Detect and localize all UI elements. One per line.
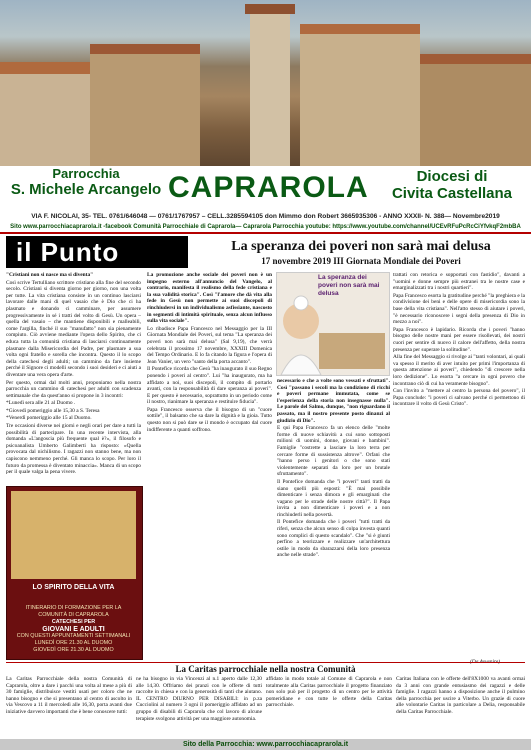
diocese-block bbox=[378, 168, 526, 210]
poster-line: GIOVANI E ADULTI bbox=[42, 626, 105, 633]
paragraph: necessario e che a volte sono vessati e sfruttati". Così "passano i secoli ma la condizione di ricchi e poveri permane immutata, come se l'esperienza della storia non insegnasse nulla". Le parole del Salmo, dunque, "non riguardano il passato, ma il nostro presente posto dinanzi al giudizio di Dio". bbox=[277, 378, 390, 424]
parish-name-block bbox=[6, 166, 166, 210]
article-title: La speranza dei poveri non sarà mai delusa bbox=[231, 239, 491, 254]
paragraph: Il Pontefice domanda che "i poveri" tanti tratti da siano quelli più esposti: "È mai possibile dimenticare i senza dimora e gli emarginati che vagano per le strade delle nostre città?". Il Papa invita a non dimenticare i poveri e a non rinchiuderli nella povertà. bbox=[277, 478, 390, 518]
article-column-2 bbox=[147, 272, 272, 658]
catechesi-heading: "Cristiani non si nasce ma si diventa" bbox=[6, 272, 94, 278]
paragraph: Tre occasioni diverse nei giorni e negli orari per dare a tutti la possibilità di partecipare. In una recente intervista, alla domanda «L'angoscia più frequente qual è?», il filosofo e psicoanalista Umberto Galimberti ha risposto: «Quella provocata dal nichilismo. I ragazzi non stanno bene, ma non capiscono nemmeno perché. Gli manca lo scopo. Per loro il futuro da promessa è diventato minaccia». Manca di un scopo per il quale valga la pena vivere. bbox=[6, 423, 141, 476]
paragraph: Alla fine del Messaggio si rivolge ai "tanti volontari, ai quali va spesso il merito di aver intuito per primi l'importanza di questa attenzione ai poveri", chiedendo "di crescere nella loro dedizione". Lo esorta "a cercare in ogni povero che incontrano ciò di cui ha veramente bisogno". bbox=[393, 354, 525, 387]
paragraph: Papa Francesco osserva che il bisogno di un "cuore sottile", il balsamo che sa dare la dignità e la gioia. Tutto questo non si può dare se il mondo è occupato dal cuore indifferente a quanti soffrono. bbox=[147, 406, 272, 433]
paragraph: Per questo, ormai dal molti anni, proponiamo nella nostra parrocchia un cammino di catechesi per adulti con scadenza settimanale che da quest'anno si propone in 3 incontri: bbox=[6, 379, 141, 399]
caritas-column-3: affidato in modo totale al Comune di Caprarola e non totalmente alla Caritas parrocchiale il progetto finanziato non solo può per il progetto di un centro per le attività pomeridiane e con tutte le offerte della Caritas parrocchiale. bbox=[266, 676, 392, 709]
article-subtitle: 17 novembre 2019 III Giornata Mondiale dei Poveri bbox=[261, 256, 461, 266]
article-column-3 bbox=[277, 378, 390, 658]
pope-box-label: La speranza dei poveri non sarà mai delusa bbox=[318, 274, 380, 297]
site-line: Sito www.parrocchiacaprarola.it -facebook Comunità Parrocchiale di Caprarola— Caprarola Parrocchia youtube: https://www.youtube.com/channel/UCEvRFuPcRcCiYfvkqF2mbBA bbox=[10, 224, 521, 230]
paragraph: Così scrive Tertulliano scrittore cristiano alla fine del secondo secolo. Cristiani si diventa giorno per giorno, non una volta per tutte. La vita cristiana consiste in un continuo lasciarsi lavorare dalle mani di quel vasaio che è Dio che ci ha plasmato e donando ci camminare, per assumere progressivamente in sé i tratti del volto di Gesù. Un opera – quella del vasaio – che mantiene disponibili e malleabili, come l'argilla, finché il suo "manufatto" non sia pienamente compiuto. Ciò avviene mediante l'opera dello Spirito, che ci educa tutta la comunità cristiana di lasciarsi continuamente plasmare dalla Misericordia del Padre, per plasmare a sua volta ogni fratello e sorella che incontra. Questo il lo scopo della catechesi degli adulti; un cammino da fare insieme perché il Signore ci modelli secondo i suoi desideri e ci aiuti a diventare una vera opera d'arte. bbox=[6, 279, 141, 378]
caritas-column-1: La Caritas Parrocchiale della nostra Comunità di Caprarola, oltre a dare i pacchi una volta al mese a più di 30 famiglie, distribuisce vestiti usati per coloro che ne hanno bisogno e che si presentano al centro di ascolto in via Vescovo a 11 il mercoledì alle 16,30, porta avanti due iniziative davvero importanti che è bene conoscere tutti: bbox=[6, 676, 132, 715]
diocese-name: Civita Castellana bbox=[391, 185, 513, 202]
header-rule bbox=[0, 232, 531, 234]
paragraph: La promozione anche sociale dei poveri non è un impegno esterno all'annuncio del Vangelo, al contrario, manifesta il realismo della fede cristiana e la sua validità storica". Così "l'amore che dà vita alla fede in Gesù non permette ai suoi discepoli di rinchiudersi in un individualismo asfissiante, nascosto in segmenti di intimità spirituale, senza alcun influsso sulla vita sociale". bbox=[147, 272, 272, 325]
article-column-4 bbox=[393, 272, 525, 658]
caritas-title: La Caritas parrocchiale nella nostra Comunità bbox=[6, 662, 525, 675]
article-source: (Da Avvenire) bbox=[470, 659, 501, 665]
paragraph: E qui Papa Francesco fa un elenco delle "molte forme di nuove schiavitù a cui sono sottoposti milioni di uomini, donne, giovani e bambini". Famiglie "costrette a lasciare la loro terra per cercare forme di sussistenza altrove". Orfani che "hanno perso i genitori o che sono stati violentemente separati da loro per un brutale sfruttamento". bbox=[277, 425, 390, 478]
poster-text bbox=[11, 605, 136, 654]
footer-site[interactable]: Sito della Parrocchia: www.parrocchiacaprarola.it bbox=[0, 739, 531, 750]
poster-artwork bbox=[11, 491, 136, 579]
poster-line: GIOVEDÌ ORE 21.30 AL DUOMO bbox=[33, 647, 114, 653]
paragraph: Papa Francesco è lapidario. Ricorda che i poveri "hanno bisogno delle nostre mani per essere risollevati, dei nostri cuori per sentire di nuovo il calore dell'affetto, della nostra presenza per superare la solitudine". bbox=[393, 326, 525, 353]
diocese-label: Diocesi di bbox=[416, 168, 488, 185]
poster-line: CATECHESI PER bbox=[51, 619, 96, 625]
poster-line: ITINERARIO DI FORMAZIONE PER LA COMUNITÀ DI CAPRAROLA bbox=[25, 605, 122, 618]
town-block bbox=[168, 168, 368, 208]
address-line: VIA F. NICOLAI, 35- TEL. 0761/646048 — 0761/1767957 – CELL.3285594105 don Mimmo don Robert 3665935306 - ANNO XXXII- N. 388— Novembre2019 bbox=[31, 213, 500, 220]
paragraph: Con l'invito a "mettere al centro la persona del povero", il Papa conclude: "i poveri ci salvano perché ci permettono di incontrare il volto di Gesù Cristo". bbox=[393, 388, 525, 408]
town-name: CAPRAROLA bbox=[168, 171, 369, 204]
poster-line: CON QUESTI APPUNTAMENTI SETTIMANALI bbox=[16, 633, 131, 639]
newsletter-name: il Punto bbox=[6, 236, 188, 268]
catechesi-column bbox=[6, 272, 141, 482]
parish-saint: S. Michele Arcangelo bbox=[10, 181, 162, 198]
schedule-item: *Venerdì pomeriggio alle 15 al Duomo. bbox=[6, 415, 92, 422]
header-photo bbox=[0, 0, 531, 166]
poster-title: LO SPIRITO DELLA VITA bbox=[32, 584, 115, 591]
caritas-column-4: Caritas Italiana con le offerte dell'8X1000 va avanti ormai da 3 anni con grande entusiasmo dei ragazzi e delle famiglie. I ragazzi hanno a disposizione anche il pulmino della parrocchia per uscire a Viterbo. Un grazie di cuore alle volontarie Caritas in particolare a Delia, responsabile della Caritas Parrocchiale. bbox=[396, 676, 525, 715]
paragraph: Lo ribadisce Papa Francesco nel Messaggio per la III Giornata Mondiale dei Poveri, sul tema "La speranza dei poveri non sarà mai delusa" (Sal 9,19), che verrà celebrata il prossimo 17 novembre, XXXIII Domenica del Tempo Ordinario. E lo fa citando la figura e l'opera di Jean Vanier, un vero "santo della porta accanto". bbox=[147, 325, 272, 365]
schedule-item: *Giovedì pomeriggio alle 15,30 a S. Teresa bbox=[6, 407, 100, 414]
parish-label: Parrocchia bbox=[52, 166, 120, 181]
paragraph: Papa Francesco esorta la gratitudine perché "la preghiera e la condivisione dei beni e delle opere di misericordia sono la base della vita cristiana". Nell'atto stesso di aiutare i poveri, "è necessario riconoscere i segni della presenza di Dio in mezzo a noi". bbox=[393, 292, 525, 326]
caritas-column-2: ne ha bisogno in via Vincenzi al n.1 aperto dalle 12,30 alle 14,30. Offriamo dei pranzi con le offerte di tutti raccolte in chiesa e con la generosità di tanti che aiutano. IL CENTRO DIURNO PER DISABILI: in p.za Cucciolini al numero 3 ogni il pomeriggio affidato ad un gruppo di disabili di Caprarola che col lavoro di alcune terapiste svolgono attività per una maggiore autonomia. bbox=[136, 676, 262, 722]
poster-line: LUNEDÌ ORE 21.30 AL DUOMO bbox=[34, 640, 113, 646]
catechesi-poster bbox=[6, 486, 143, 660]
paragraph: Il Pontefice domanda che i poveri "tutti tratti da riferi, senza che alcun senso di colpa investa quanti sono complici di questo scandalo". Che "si è giunti perfino a teorizzare e realizzare un'architettura ostile in modo da sbarazzarsi della loro presenza anche nelle strade". bbox=[277, 519, 390, 559]
paragraph: trattati con retorica e sopportati con fastidio", davanti a "uomini e donne sempre più estranei tra le nostre case e emarginalizzati tra i nostri quartieri". bbox=[393, 272, 525, 292]
paragraph: Il Pontefice ricorda che Gesù "ha inaugurato il suo Regno ponendo i poveri al centro". Lui "ha inaugurato, ma ha affidato a noi, suoi discepoli, il compito di portarlo avanti, con la responsabilità di dare speranza ai poveri". E per questo è necessario, soprattutto in un periodo come il nostro, rianimare la speranza e restituire fiducia". bbox=[147, 366, 272, 406]
schedule-item: *Lunedì sera alle 21 al Duomo . bbox=[6, 400, 76, 407]
